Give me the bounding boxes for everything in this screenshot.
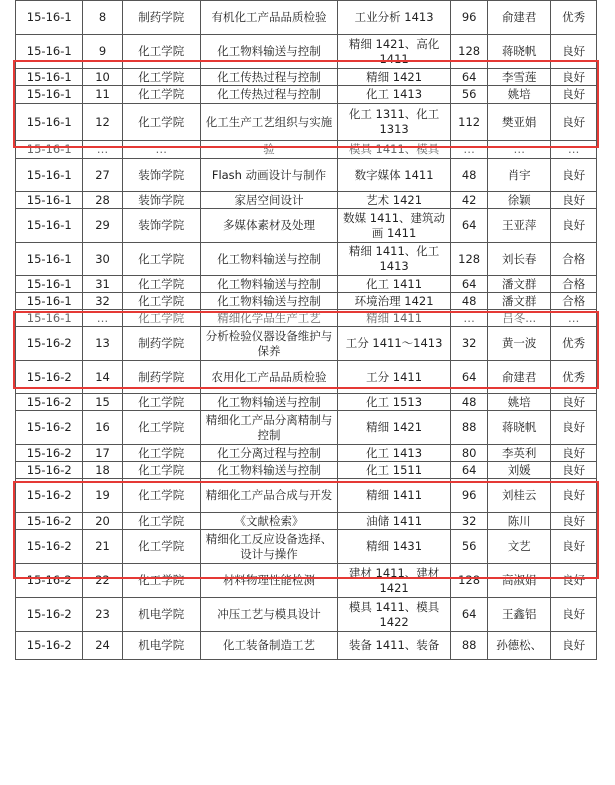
no-cell: 10 (83, 69, 122, 86)
hours-cell: 64 (451, 462, 488, 479)
teacher-cell: 李英利 (488, 445, 551, 462)
course-cell: 家居空间设计 (200, 192, 337, 209)
no-cell: 27 (83, 159, 122, 192)
class-cell: 精细 1411、化工 1413 (338, 243, 451, 276)
college-cell: 化工学院 (122, 462, 200, 479)
college-cell: 机电学院 (122, 632, 200, 660)
hours-cell: 42 (451, 192, 488, 209)
hours-cell: 128 (451, 35, 488, 69)
no-cell: 19 (83, 479, 122, 513)
teacher-cell: 文艺 (488, 530, 551, 564)
class-cell: 工业分析 1413 (338, 1, 451, 35)
college-cell: 化工学院 (122, 293, 200, 310)
college-cell: 制药学院 (122, 327, 200, 361)
teacher-cell: 吕冬... (488, 310, 551, 327)
table-row (16, 462, 597, 479)
teacher-cell: 李雪莲 (488, 69, 551, 86)
college-cell: 化工学院 (122, 394, 200, 411)
course-cell: 精细化学品生产工艺 (200, 310, 337, 327)
teacher-cell: 高淑娟 (488, 564, 551, 598)
no-cell: 11 (83, 86, 122, 104)
teacher-cell: 蒋晓帆 (488, 35, 551, 69)
teacher-cell: 刘媛 (488, 462, 551, 479)
college-cell: 化工学院 (122, 411, 200, 445)
term-cell: 15-16-1 (16, 276, 83, 293)
rating-cell: … (551, 141, 597, 159)
term-cell: 15-16-2 (16, 479, 83, 513)
no-cell: 24 (83, 632, 122, 660)
no-cell: 20 (83, 513, 122, 530)
hours-cell: 96 (451, 479, 488, 513)
class-cell: 模具 1411、模具 (338, 141, 451, 159)
course-cell: 材料物理性能检测 (200, 564, 337, 598)
no-cell: 30 (83, 243, 122, 276)
hours-cell: 48 (451, 293, 488, 310)
hours-cell: 56 (451, 530, 488, 564)
hours-cell: 32 (451, 327, 488, 361)
hours-cell: … (451, 141, 488, 159)
term-cell: 15-16-1 (16, 192, 83, 209)
no-cell: 21 (83, 530, 122, 564)
rating-cell: 良好 (551, 530, 597, 564)
rating-cell: 优秀 (551, 327, 597, 361)
college-cell: 装饰学院 (122, 209, 200, 243)
class-cell: 环境治理 1421 (338, 293, 451, 310)
table-row (16, 86, 597, 104)
hours-cell: 128 (451, 243, 488, 276)
table-row (16, 445, 597, 462)
class-cell: 化工 1413 (338, 86, 451, 104)
rating-cell: 良好 (551, 192, 597, 209)
course-cell: 精细化工产品分离精制与控制 (200, 411, 337, 445)
class-cell: 化工 1513 (338, 394, 451, 411)
course-cell: 化工物料输送与控制 (200, 35, 337, 69)
table-row (16, 192, 597, 209)
term-cell: 15-16-2 (16, 462, 83, 479)
course-evaluation-table (15, 0, 597, 660)
term-cell: 15-16-1 (16, 243, 83, 276)
class-cell: 化工 1511 (338, 462, 451, 479)
hours-cell: 32 (451, 513, 488, 530)
teacher-cell: 陈川 (488, 513, 551, 530)
college-cell: 装饰学院 (122, 192, 200, 209)
no-cell: 14 (83, 361, 122, 394)
course-cell: 化工传热过程与控制 (200, 86, 337, 104)
table-row (16, 141, 597, 159)
course-cell: Flash 动画设计与制作 (200, 159, 337, 192)
teacher-cell: 黄一波 (488, 327, 551, 361)
rating-cell: 良好 (551, 632, 597, 660)
teacher-cell: 刘长春 (488, 243, 551, 276)
college-cell: 化工学院 (122, 479, 200, 513)
rating-cell: 良好 (551, 159, 597, 192)
class-cell: 精细 1421 (338, 411, 451, 445)
table-row (16, 632, 597, 660)
teacher-cell: 王鑫铝 (488, 598, 551, 632)
term-cell: 15-16-1 (16, 86, 83, 104)
term-cell: 15-16-2 (16, 598, 83, 632)
college-cell: 装饰学院 (122, 159, 200, 192)
table-row (16, 598, 597, 632)
rating-cell: 良好 (551, 104, 597, 141)
term-cell: 15-16-1 (16, 310, 83, 327)
hours-cell: … (451, 310, 488, 327)
table-row (16, 293, 597, 310)
table-row (16, 310, 597, 327)
table-row (16, 411, 597, 445)
no-cell: 9 (83, 35, 122, 69)
rating-cell: … (551, 310, 597, 327)
rating-cell: 良好 (551, 69, 597, 86)
table-row (16, 530, 597, 564)
teacher-cell: 潘文群 (488, 293, 551, 310)
term-cell: 15-16-2 (16, 564, 83, 598)
course-cell: 化工传热过程与控制 (200, 69, 337, 86)
course-cell: 化工物料输送与控制 (200, 462, 337, 479)
class-cell: 建材 1411、建材 1421 (338, 564, 451, 598)
hours-cell: 128 (451, 564, 488, 598)
no-cell: 29 (83, 209, 122, 243)
no-cell: 15 (83, 394, 122, 411)
course-cell: 精细化工产品合成与开发 (200, 479, 337, 513)
class-cell: 油储 1411 (338, 513, 451, 530)
class-cell: 化工 1411 (338, 276, 451, 293)
term-cell: 15-16-1 (16, 1, 83, 35)
rating-cell: 良好 (551, 209, 597, 243)
no-cell: 8 (83, 1, 122, 35)
college-cell: 机电学院 (122, 598, 200, 632)
rating-cell: 良好 (551, 394, 597, 411)
hours-cell: 64 (451, 209, 488, 243)
table-row (16, 479, 597, 513)
rating-cell: 合格 (551, 243, 597, 276)
rating-cell: 良好 (551, 445, 597, 462)
table-row (16, 564, 597, 598)
class-cell: 艺术 1421 (338, 192, 451, 209)
college-cell: … (122, 141, 200, 159)
term-cell: 15-16-2 (16, 632, 83, 660)
course-cell: 化工物料输送与控制 (200, 243, 337, 276)
rating-cell: 良好 (551, 513, 597, 530)
table-row (16, 394, 597, 411)
table-row (16, 276, 597, 293)
college-cell: 化工学院 (122, 86, 200, 104)
term-cell: 15-16-2 (16, 327, 83, 361)
term-cell: 15-16-2 (16, 445, 83, 462)
course-cell: 化工物料输送与控制 (200, 293, 337, 310)
course-cell: 冲压工艺与模具设计 (200, 598, 337, 632)
term-cell: 15-16-2 (16, 361, 83, 394)
class-cell: 工分 1411～1413 (338, 327, 451, 361)
no-cell: 16 (83, 411, 122, 445)
rating-cell: 良好 (551, 462, 597, 479)
class-cell: 精细 1421、高化 1411 (338, 35, 451, 69)
no-cell: 32 (83, 293, 122, 310)
no-cell: … (83, 141, 122, 159)
hours-cell: 96 (451, 1, 488, 35)
course-cell: 验 (200, 141, 337, 159)
course-cell: 化工物料输送与控制 (200, 394, 337, 411)
hours-cell: 88 (451, 632, 488, 660)
college-cell: 化工学院 (122, 35, 200, 69)
no-cell: 13 (83, 327, 122, 361)
term-cell: 15-16-1 (16, 141, 83, 159)
term-cell: 15-16-1 (16, 209, 83, 243)
class-cell: 精细 1411 (338, 479, 451, 513)
term-cell: 15-16-2 (16, 411, 83, 445)
class-cell: 装备 1411、装备 (338, 632, 451, 660)
class-cell: 模具 1411、模具 1422 (338, 598, 451, 632)
hours-cell: 80 (451, 445, 488, 462)
hours-cell: 64 (451, 598, 488, 632)
hours-cell: 64 (451, 69, 488, 86)
teacher-cell: 蒋晓帆 (488, 411, 551, 445)
college-cell: 化工学院 (122, 104, 200, 141)
course-cell: 《文献检索》 (200, 513, 337, 530)
rating-cell: 良好 (551, 35, 597, 69)
college-cell: 化工学院 (122, 530, 200, 564)
table-row (16, 243, 597, 276)
table-row (16, 69, 597, 86)
hours-cell: 88 (451, 411, 488, 445)
college-cell: 化工学院 (122, 564, 200, 598)
hours-cell: 64 (451, 361, 488, 394)
teacher-cell: … (488, 141, 551, 159)
teacher-cell: 俞建君 (488, 361, 551, 394)
class-cell: 数媒 1411、建筑动画 1411 (338, 209, 451, 243)
course-cell: 化工分离过程与控制 (200, 445, 337, 462)
rating-cell: 优秀 (551, 1, 597, 35)
term-cell: 15-16-1 (16, 159, 83, 192)
class-cell: 精细 1421 (338, 69, 451, 86)
class-cell: 精细 1411 (338, 310, 451, 327)
course-cell: 多媒体素材及处理 (200, 209, 337, 243)
teacher-cell: 徐颖 (488, 192, 551, 209)
hours-cell: 56 (451, 86, 488, 104)
college-cell: 化工学院 (122, 310, 200, 327)
college-cell: 化工学院 (122, 445, 200, 462)
rating-cell: 优秀 (551, 361, 597, 394)
term-cell: 15-16-2 (16, 530, 83, 564)
rating-cell: 良好 (551, 86, 597, 104)
college-cell: 化工学院 (122, 276, 200, 293)
no-cell: 12 (83, 104, 122, 141)
hours-cell: 64 (451, 276, 488, 293)
term-cell: 15-16-1 (16, 104, 83, 141)
hours-cell: 48 (451, 159, 488, 192)
course-cell: 分析检验仪器设备维护与保养 (200, 327, 337, 361)
table-row (16, 35, 597, 69)
table-row (16, 361, 597, 394)
teacher-cell: 肖宇 (488, 159, 551, 192)
college-cell: 制药学院 (122, 361, 200, 394)
teacher-cell: 王亚萍 (488, 209, 551, 243)
teacher-cell: 樊亚娟 (488, 104, 551, 141)
no-cell: … (83, 310, 122, 327)
rating-cell: 合格 (551, 276, 597, 293)
teacher-cell: 潘文群 (488, 276, 551, 293)
rating-cell: 良好 (551, 411, 597, 445)
rating-cell: 良好 (551, 598, 597, 632)
table-body (16, 1, 597, 660)
no-cell: 23 (83, 598, 122, 632)
term-cell: 15-16-1 (16, 69, 83, 86)
college-cell: 化工学院 (122, 243, 200, 276)
course-cell: 化工装备制造工艺 (200, 632, 337, 660)
teacher-cell: 姚培 (488, 86, 551, 104)
table-row (16, 159, 597, 192)
hours-cell: 112 (451, 104, 488, 141)
class-cell: 化工 1413 (338, 445, 451, 462)
rating-cell: 良好 (551, 479, 597, 513)
teacher-cell: 孙德松、 (488, 632, 551, 660)
course-cell: 化工物料输送与控制 (200, 276, 337, 293)
teacher-cell: 姚培 (488, 394, 551, 411)
term-cell: 15-16-1 (16, 35, 83, 69)
class-cell: 化工 1311、化工 1313 (338, 104, 451, 141)
hours-cell: 48 (451, 394, 488, 411)
rating-cell: 良好 (551, 564, 597, 598)
college-cell: 化工学院 (122, 69, 200, 86)
table-row (16, 1, 597, 35)
rating-cell: 合格 (551, 293, 597, 310)
table-row (16, 513, 597, 530)
table-row (16, 104, 597, 141)
no-cell: 28 (83, 192, 122, 209)
no-cell: 31 (83, 276, 122, 293)
table-row (16, 209, 597, 243)
course-cell: 化工生产工艺组织与实施 (200, 104, 337, 141)
term-cell: 15-16-2 (16, 394, 83, 411)
no-cell: 22 (83, 564, 122, 598)
college-cell: 制药学院 (122, 1, 200, 35)
class-cell: 数字媒体 1411 (338, 159, 451, 192)
no-cell: 18 (83, 462, 122, 479)
course-cell: 有机化工产品品质检验 (200, 1, 337, 35)
class-cell: 工分 1411 (338, 361, 451, 394)
course-cell: 精细化工反应设备选择、设计与操作 (200, 530, 337, 564)
class-cell: 精细 1431 (338, 530, 451, 564)
course-cell: 农用化工产品品质检验 (200, 361, 337, 394)
term-cell: 15-16-1 (16, 293, 83, 310)
teacher-cell: 刘桂云 (488, 479, 551, 513)
teacher-cell: 俞建君 (488, 1, 551, 35)
table-row (16, 327, 597, 361)
no-cell: 17 (83, 445, 122, 462)
term-cell: 15-16-2 (16, 513, 83, 530)
college-cell: 化工学院 (122, 513, 200, 530)
